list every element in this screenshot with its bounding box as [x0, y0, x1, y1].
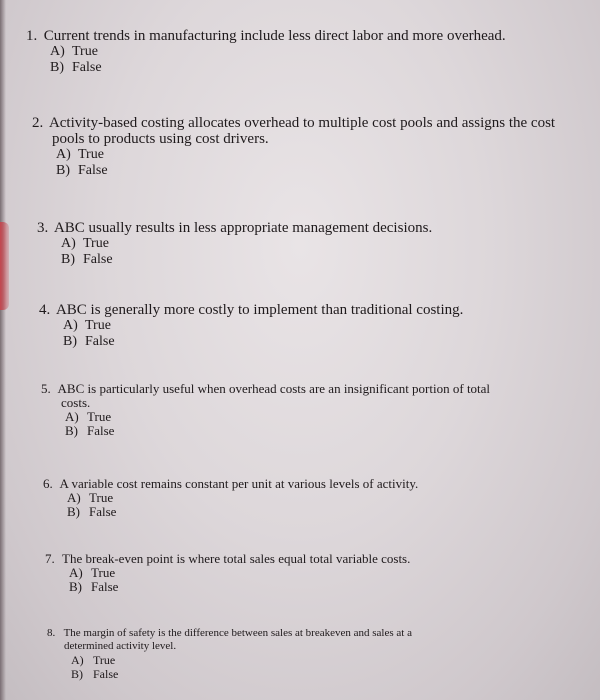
option-label: False	[93, 667, 119, 681]
question-4-option-a[interactable]	[63, 318, 463, 334]
question-3-prompt: ABC usually results in less appropriate management decisions.	[53, 220, 433, 236]
option-letter: A)	[65, 409, 79, 424]
question-6-number: 6.	[43, 476, 53, 491]
question-6-option-b[interactable]	[67, 505, 418, 519]
option-letter: B)	[63, 334, 77, 349]
option-letter: B)	[65, 423, 78, 438]
question-5-prompt: ABC is particularly useful when overhead costs are an insignificant portion of total	[57, 381, 491, 396]
option-letter: A)	[61, 236, 76, 251]
question-7-option-a[interactable]	[69, 566, 410, 580]
option-letter: B)	[50, 60, 64, 75]
option-letter: A)	[63, 318, 78, 333]
question-3-number: 3.	[37, 220, 49, 236]
question-8-option-b[interactable]	[71, 667, 412, 681]
question-6	[43, 477, 418, 519]
question-2-option-b[interactable]	[56, 163, 555, 179]
question-2-text	[32, 115, 555, 131]
question-3-text	[37, 220, 432, 236]
question-1-option-a[interactable]	[50, 44, 506, 60]
question-8-text	[47, 627, 412, 640]
option-label: True	[83, 236, 109, 251]
question-5-prompt-cont: costs.	[61, 395, 91, 410]
question-1	[26, 28, 506, 76]
question-5-option-a[interactable]	[65, 410, 490, 424]
question-2-prompt: Activity-based costing allocates overhead to multiple cost pools and assigns the cost	[48, 115, 556, 131]
page-edge-shadow	[0, 0, 6, 700]
question-6-prompt: A variable cost remains constant per unit at various levels of activity.	[59, 476, 419, 491]
question-7-prompt: The break-even point is where total sales equal total variable costs.	[62, 551, 411, 566]
question-2	[32, 115, 555, 179]
question-6-option-a[interactable]	[67, 491, 418, 505]
question-1-option-b[interactable]	[50, 60, 506, 76]
option-letter: B)	[56, 163, 70, 178]
question-3-option-a[interactable]	[61, 236, 432, 252]
question-3	[37, 220, 432, 268]
question-8-prompt: The margin of safety is the difference between sales at breakeven and sales at a	[63, 627, 412, 639]
question-7-text	[45, 552, 410, 566]
option-label: True	[78, 147, 104, 162]
question-7	[45, 552, 410, 594]
question-8	[47, 627, 412, 681]
question-1-number: 1.	[26, 28, 38, 44]
option-letter: A)	[50, 44, 65, 59]
option-label: True	[85, 318, 111, 333]
option-label: True	[93, 653, 116, 667]
question-5-number: 5.	[41, 381, 51, 396]
option-label: True	[91, 565, 116, 580]
question-2-number: 2.	[32, 115, 44, 131]
question-7-option-b[interactable]	[69, 580, 410, 594]
option-label: False	[83, 252, 113, 267]
option-label: True	[72, 44, 98, 59]
question-5-text	[41, 382, 490, 396]
option-letter: A)	[71, 653, 84, 667]
question-4-text	[39, 302, 463, 318]
question-8-prompt-cont: determined activity level.	[64, 640, 177, 652]
option-letter: B)	[71, 667, 83, 681]
question-5-option-b[interactable]	[65, 424, 490, 438]
option-letter: A)	[67, 490, 81, 505]
question-2-option-a[interactable]	[56, 147, 555, 163]
question-1-prompt: Current trends in manufacturing include less direct labor and more overhead.	[43, 28, 506, 44]
option-letter: B)	[67, 504, 80, 519]
question-4-prompt: ABC is generally more costly to implement than traditional costing.	[55, 302, 464, 318]
question-8-option-a[interactable]	[71, 653, 412, 667]
question-7-number: 7.	[45, 551, 55, 566]
option-label: False	[89, 504, 117, 519]
question-6-text	[43, 477, 418, 491]
red-edge-mark	[0, 222, 9, 310]
question-2-prompt-cont: pools to products using cost drivers.	[52, 131, 269, 147]
option-letter: A)	[56, 147, 71, 162]
question-4-number: 4.	[39, 302, 51, 318]
option-letter: B)	[69, 579, 82, 594]
option-label: False	[72, 60, 102, 75]
question-4	[39, 302, 463, 350]
question-4-option-b[interactable]	[63, 334, 463, 350]
question-5	[41, 382, 490, 438]
option-label: True	[87, 409, 112, 424]
question-1-text	[26, 28, 506, 44]
option-label: False	[78, 163, 108, 178]
option-label: False	[91, 579, 119, 594]
option-label: False	[85, 334, 115, 349]
option-letter: B)	[61, 252, 75, 267]
question-3-option-b[interactable]	[61, 252, 432, 268]
option-label: True	[89, 490, 114, 505]
option-label: False	[87, 423, 115, 438]
question-8-number: 8.	[47, 627, 56, 639]
option-letter: A)	[69, 565, 83, 580]
